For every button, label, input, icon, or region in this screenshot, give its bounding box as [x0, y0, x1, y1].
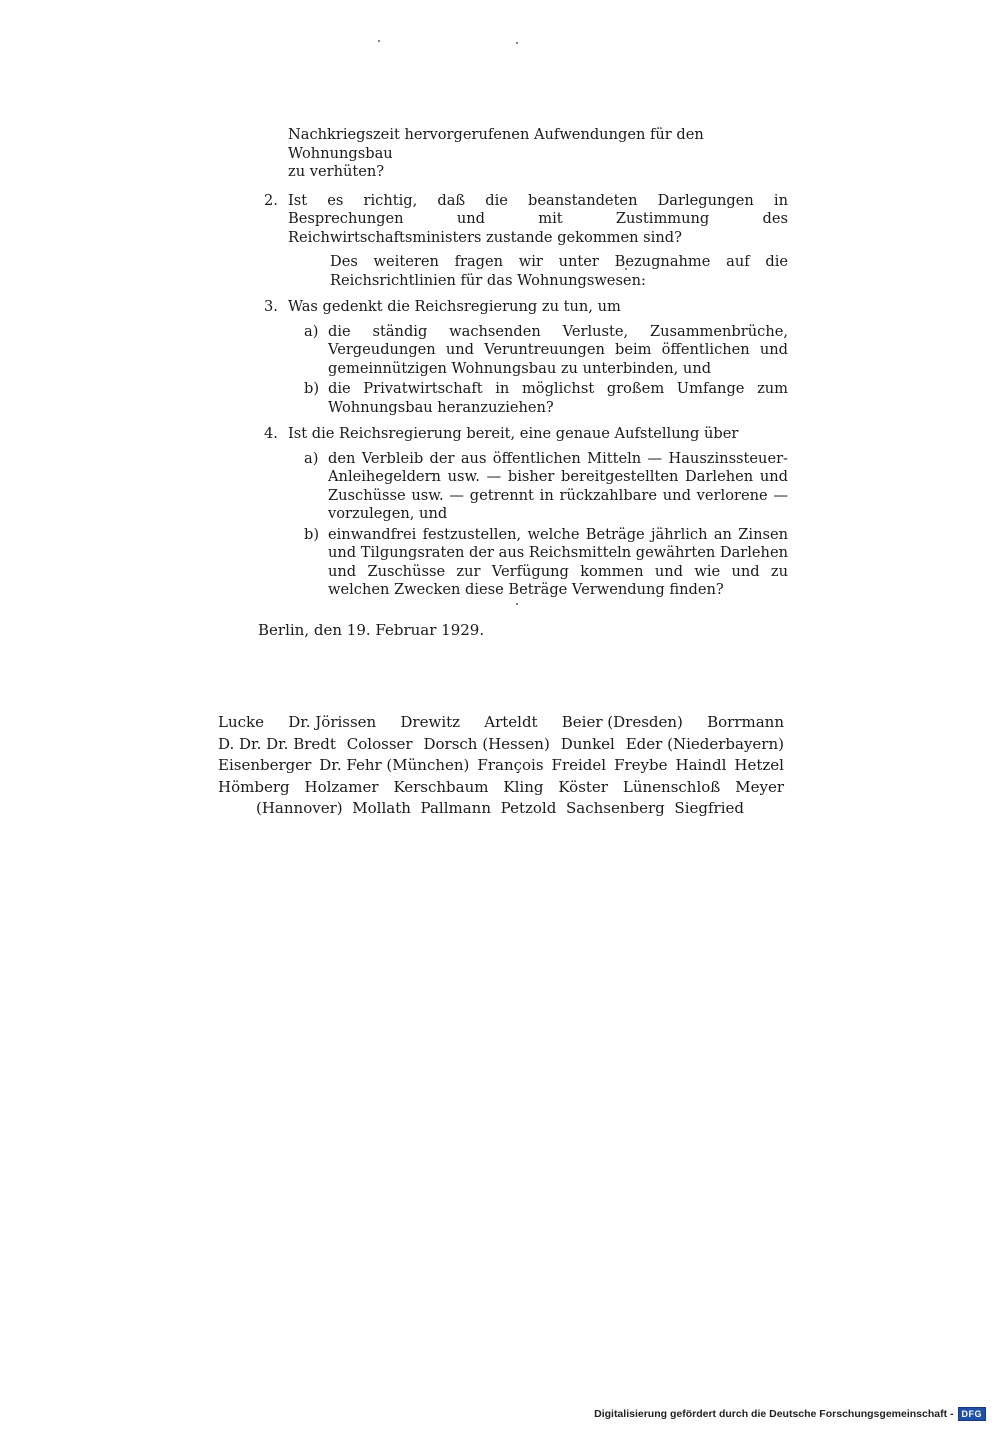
- signatory: Dr. Fehr (München): [319, 756, 470, 774]
- dfg-logo-icon: DFG: [958, 1407, 987, 1421]
- signatory: Kerschbaum: [393, 777, 489, 796]
- signatory: Eisenberger: [218, 756, 312, 774]
- signatory: Holzamer: [304, 777, 379, 796]
- subitem-3b: [258, 380, 788, 417]
- question-item-4: [258, 425, 788, 444]
- subitem-text: einwandfrei festzustellen, welche Beträge jährlich an Zinsen und Tilgungsraten der aus Reichsmitteln gewährten Darlehen und Zuschüsse zur Verfügung kommen und wie und zu welchen Zwecken diese Beträge Verwendung finden?: [328, 525, 788, 598]
- subitem-3a: [258, 323, 788, 379]
- subitem-text: die ständig wachsenden Verluste, Zusammenbrüche, Vergeudungen und Veruntreuungen beim öffentlichen und gemeinnützigen Wohnungsbau zu unterbinden, und: [328, 322, 788, 377]
- signatory-line-5: [218, 798, 784, 820]
- signatory: Meyer: [735, 777, 784, 796]
- continuation-paragraph: [258, 126, 788, 182]
- subitem-4a: [258, 450, 788, 524]
- signatory: Arteldt: [484, 713, 538, 731]
- item-lead: Was gedenkt die Reichsregierung zu tun, um: [288, 298, 621, 315]
- signatory: Dorsch (Hessen): [423, 734, 550, 753]
- date-line: Berlin, den 19. Februar 1929.: [258, 621, 485, 639]
- signatory: Pallmann: [420, 799, 491, 817]
- signatory: (Hannover): [256, 799, 343, 817]
- item-number: 2.: [264, 191, 278, 209]
- signatory: Sachsenberg: [565, 799, 665, 817]
- subitem-text: den Verbleib der aus öffentlichen Mitteln — Hauszinssteuer-Anleihegeldern usw. — bisher bereitgestellten Darlehen und Zuschüsse usw. — getrennt in rückzahlbare und verlorene — vorzulegen, und: [328, 449, 788, 522]
- signatory: Kling: [503, 777, 544, 796]
- signatory: Lucke: [218, 713, 264, 731]
- signatory-line-4: [218, 777, 784, 799]
- question-item-3: [258, 298, 788, 317]
- signatory: D. Dr. Dr. Bredt: [218, 734, 336, 753]
- question-item-2: [258, 192, 788, 248]
- signatory: Hömberg: [218, 777, 290, 796]
- signatory: Petzold: [500, 799, 557, 817]
- subitem-label: b): [304, 380, 320, 397]
- continuation-line-2: zu verhüten?: [288, 163, 385, 180]
- item-lead: Ist die Reichsregierung bereit, eine genaue Aufstellung über: [288, 425, 739, 442]
- signatory: Freidel: [551, 756, 607, 774]
- signatory: Colosser: [346, 734, 413, 753]
- signatory: Drewitz: [400, 713, 461, 731]
- signatory: Siegfried: [674, 799, 744, 817]
- subitem-4b: [258, 526, 788, 600]
- signatory: Borrmann: [707, 713, 784, 731]
- interpellation-body: [258, 126, 788, 600]
- continuation-line-1: Nachkriegszeit hervorgerufenen Aufwendungen für den Wohnungsbau: [288, 126, 704, 162]
- footer-text: Digitalisierung gefördert durch die Deutsche Forschungsgemeinschaft -: [594, 1408, 954, 1420]
- signatory: Hetzel: [734, 756, 784, 774]
- signatory: Mollath: [352, 799, 411, 817]
- item-number: 4.: [264, 425, 278, 442]
- signatory-line-2: [218, 734, 784, 756]
- signatory-list: [218, 712, 784, 820]
- signatory: Eder (Niederbayern): [625, 734, 784, 753]
- signatory: Beier (Dresden): [561, 713, 683, 731]
- item-number: 3.: [264, 298, 278, 315]
- signatory: Dr. Jörissen: [288, 713, 377, 731]
- signatory: Freybe: [614, 756, 668, 774]
- subitem-text: die Privatwirtschaft in möglichst großem Umfange zum Wohnungsbau heranzuziehen?: [328, 380, 788, 416]
- subitem-label: a): [304, 449, 319, 467]
- signatory: François: [477, 756, 544, 774]
- intermediate-paragraph: Des weiteren fragen wir unter Bezugnahme auf die Reichsrichtlinien für das Wohnungswesen:: [330, 253, 788, 289]
- signatory: Köster: [558, 777, 608, 796]
- signatory-line-3: [218, 755, 784, 777]
- signatory: Lünenschloß: [622, 777, 721, 796]
- subitem-label: b): [304, 525, 320, 543]
- signatory: Dunkel: [560, 734, 615, 753]
- signatory-line-1: [218, 712, 784, 734]
- item-text: Ist es richtig, daß die beanstandeten Darlegungen in Besprechungen und mit Zustimmung des Reichwirtschaftsministers zustande gekommen sind?: [288, 191, 788, 246]
- signatory: Haindl: [675, 756, 727, 774]
- digitization-footer: [594, 1407, 986, 1421]
- subitem-label: a): [304, 322, 319, 340]
